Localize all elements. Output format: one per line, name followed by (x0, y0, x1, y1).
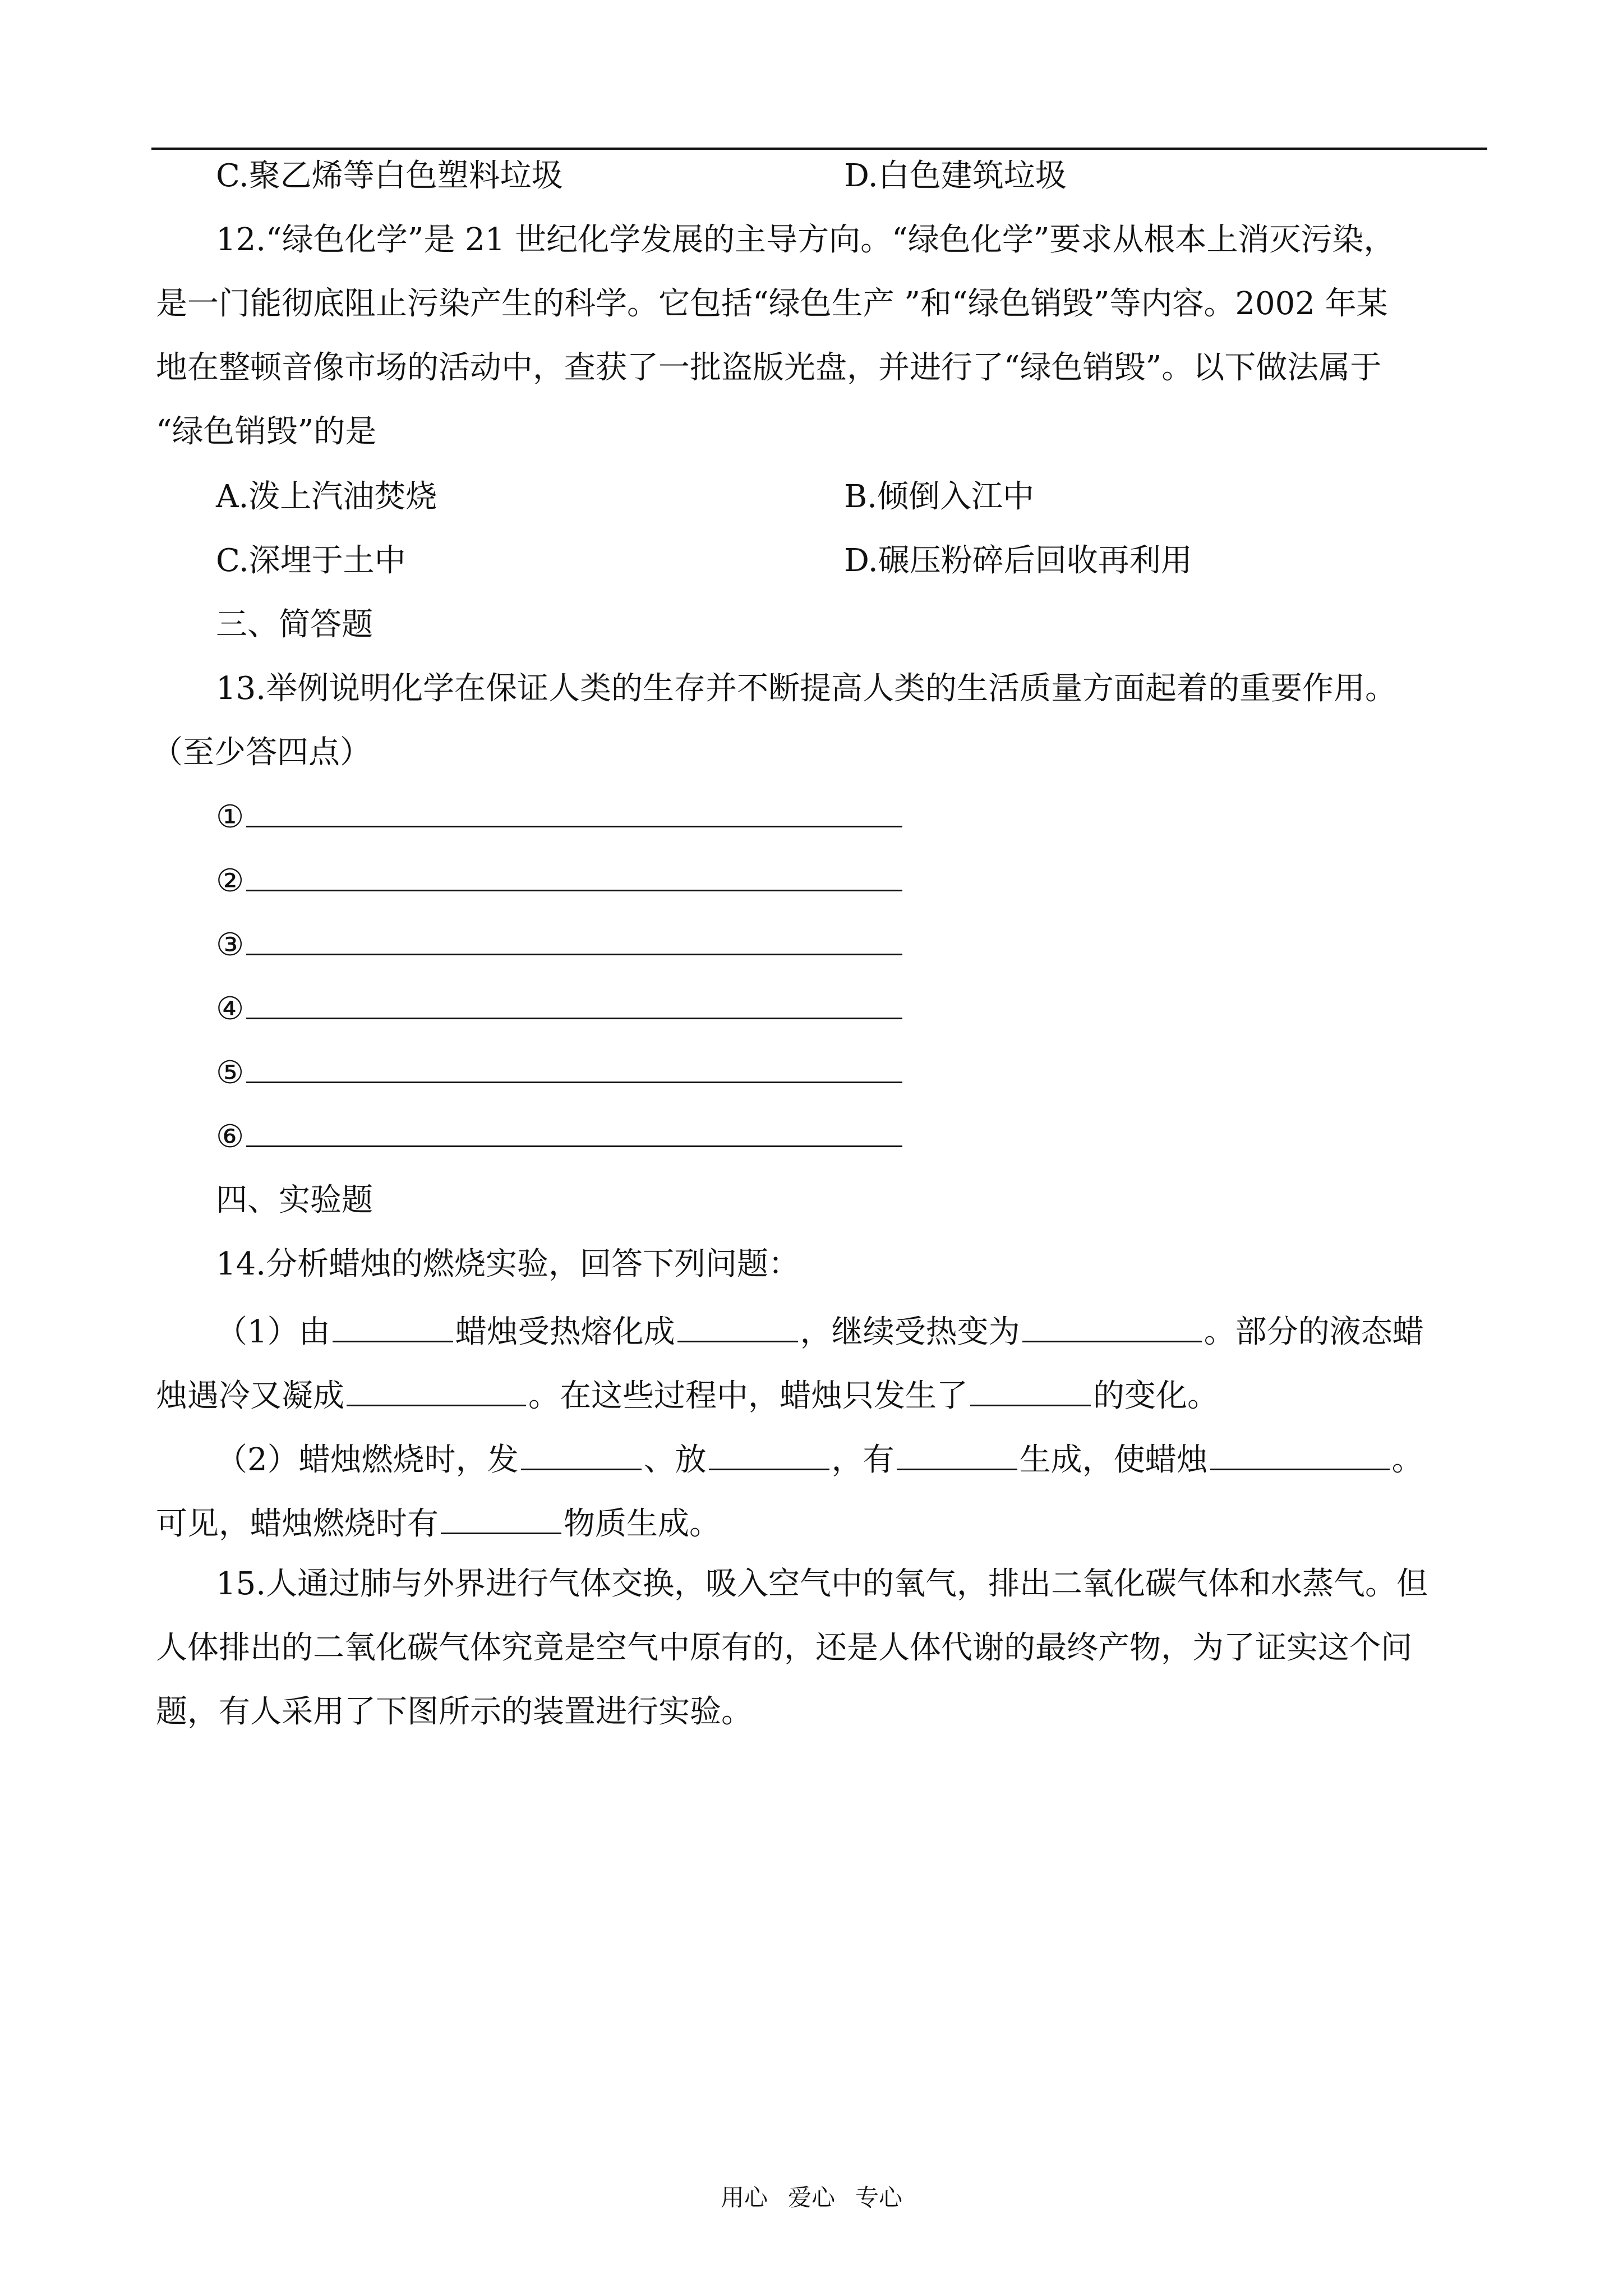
q12-option-a: A.泼上汽油焚烧 (216, 478, 437, 515)
q14-blank-8[interactable] (897, 1436, 1017, 1470)
q13-line-2: （至少答四点） (151, 734, 371, 771)
footer-word-2: 爱心 (787, 2184, 835, 2211)
q13-answer-line-3[interactable] (216, 924, 902, 965)
q14-blank-2[interactable] (677, 1308, 798, 1342)
q14-p2-text-g: 物质生成。 (564, 1506, 721, 1542)
q13-answer-line-1[interactable] (216, 797, 902, 837)
q14-p1-text-a: （1）由 (216, 1314, 330, 1350)
q14-blank-4[interactable] (347, 1372, 526, 1406)
q12-option-c: C.深埋于土中 (216, 542, 406, 579)
q14-part1-line-2 (156, 1372, 1219, 1416)
q14-blank-7[interactable] (709, 1436, 829, 1470)
q13-answer-blank-3[interactable] (246, 924, 902, 955)
q15-line-2: 人体排出的二氧化碳气体究竟是空气中原有的，还是人体代谢的最终产物，为了证实这个问 (156, 1630, 1412, 1666)
q14-p2-text-e: 。 (1391, 1442, 1423, 1478)
q14-p1-text-c: ，继续受热变为 (800, 1314, 1020, 1350)
q14-blank-1[interactable] (333, 1308, 453, 1342)
page-footer (0, 2182, 1623, 2214)
q14-part2-line-1 (216, 1436, 1423, 1480)
q14-p1-text-b: 蜡烛受热熔化成 (455, 1314, 675, 1350)
q14-p1-text-f: 。在这些过程中，蜡烛只发生了 (528, 1378, 968, 1414)
q14-p1-text-e: 烛遇冷又凝成 (156, 1378, 344, 1414)
q13-answer-line-6[interactable] (216, 1116, 902, 1157)
q15-line-1: 15.人通过肺与外界进行气体交换，吸入空气中的氧气，排出二氧化碳气体和水蒸气。但 (216, 1566, 1428, 1602)
q11-option-c: C.聚乙烯等白色塑料垃圾 (216, 158, 563, 194)
q14-title: 14.分析蜡烛的燃烧实验，回答下列问题： (216, 1246, 800, 1282)
q14-blank-5[interactable] (970, 1372, 1091, 1406)
q14-p1-text-g: 的变化。 (1093, 1378, 1219, 1414)
q13-answer-line-2[interactable] (216, 861, 902, 901)
q13-answer-line-4[interactable] (216, 988, 902, 1029)
q13-answer-blank-5[interactable] (246, 1052, 902, 1083)
q15-line-3: 题，有人采用了下图所示的装置进行实验。 (156, 1694, 753, 1730)
q12-option-b: B.倾倒入江中 (844, 478, 1034, 515)
q13-marker-1: ① (216, 799, 245, 835)
q14-blank-9[interactable] (1210, 1436, 1390, 1470)
q13-answer-blank-1[interactable] (246, 797, 902, 827)
q14-p2-text-d: 生成，使蜡烛 (1019, 1442, 1208, 1478)
q14-blank-6[interactable] (521, 1436, 642, 1470)
q14-p2-text-f: 可见，蜡烛燃烧时有 (156, 1506, 439, 1542)
q13-answer-blank-4[interactable] (246, 988, 902, 1019)
q11-option-d: D.白色建筑垃圾 (844, 158, 1067, 194)
q12-option-d: D.碾压粉碎后回收再利用 (844, 542, 1192, 579)
q12-line-3: 地在整顿音像市场的活动中，查获了一批盗版光盘，并进行了“绿色销毁”。以下做法属于 (156, 349, 1382, 386)
q13-marker-5: ⑤ (216, 1055, 245, 1091)
q13-answer-line-5[interactable] (216, 1052, 902, 1093)
q14-blank-3[interactable] (1022, 1308, 1202, 1342)
q13-line-1: 13.举例说明化学在保证人类的生存并不断提高人类的生活质量方面起着的重要作用。 (216, 670, 1397, 707)
q14-p2-text-b: 、放 (643, 1442, 707, 1478)
q14-p2-text-a: （2）蜡烛燃烧时，发 (216, 1442, 519, 1478)
q14-part1-line-1 (216, 1308, 1424, 1352)
q13-marker-2: ② (216, 863, 245, 899)
q14-blank-10[interactable] (441, 1500, 561, 1534)
q12-line-2: 是一门能彻底阻止污染产生的科学。它包括“绿色生产 ”和“绿色销毁”等内容。2002 年某 (156, 286, 1388, 322)
q13-marker-6: ⑥ (216, 1119, 245, 1155)
q13-answer-blank-6[interactable] (246, 1116, 902, 1147)
footer-word-1: 用心 (720, 2184, 768, 2211)
q14-part2-line-2 (156, 1500, 721, 1544)
q14-p2-text-c: ，有 (831, 1442, 895, 1478)
section-heading-short-answer: 三、简答题 (216, 606, 373, 643)
q12-line-4: “绿色销毁”的是 (156, 413, 377, 450)
q14-p1-text-d: 。部分的液态蜡 (1204, 1314, 1424, 1350)
section-heading-experiment: 四、实验题 (216, 1182, 373, 1218)
q13-marker-3: ③ (216, 927, 245, 963)
footer-word-3: 专心 (855, 2184, 903, 2211)
q12-line-1: 12.“绿色化学”是 21 世纪化学发展的主导方向。“绿色化学”要求从根本上消灭污染， (216, 222, 1395, 258)
header-rule (151, 148, 1487, 150)
q13-answer-blank-2[interactable] (246, 861, 902, 891)
q13-marker-4: ④ (216, 991, 245, 1027)
